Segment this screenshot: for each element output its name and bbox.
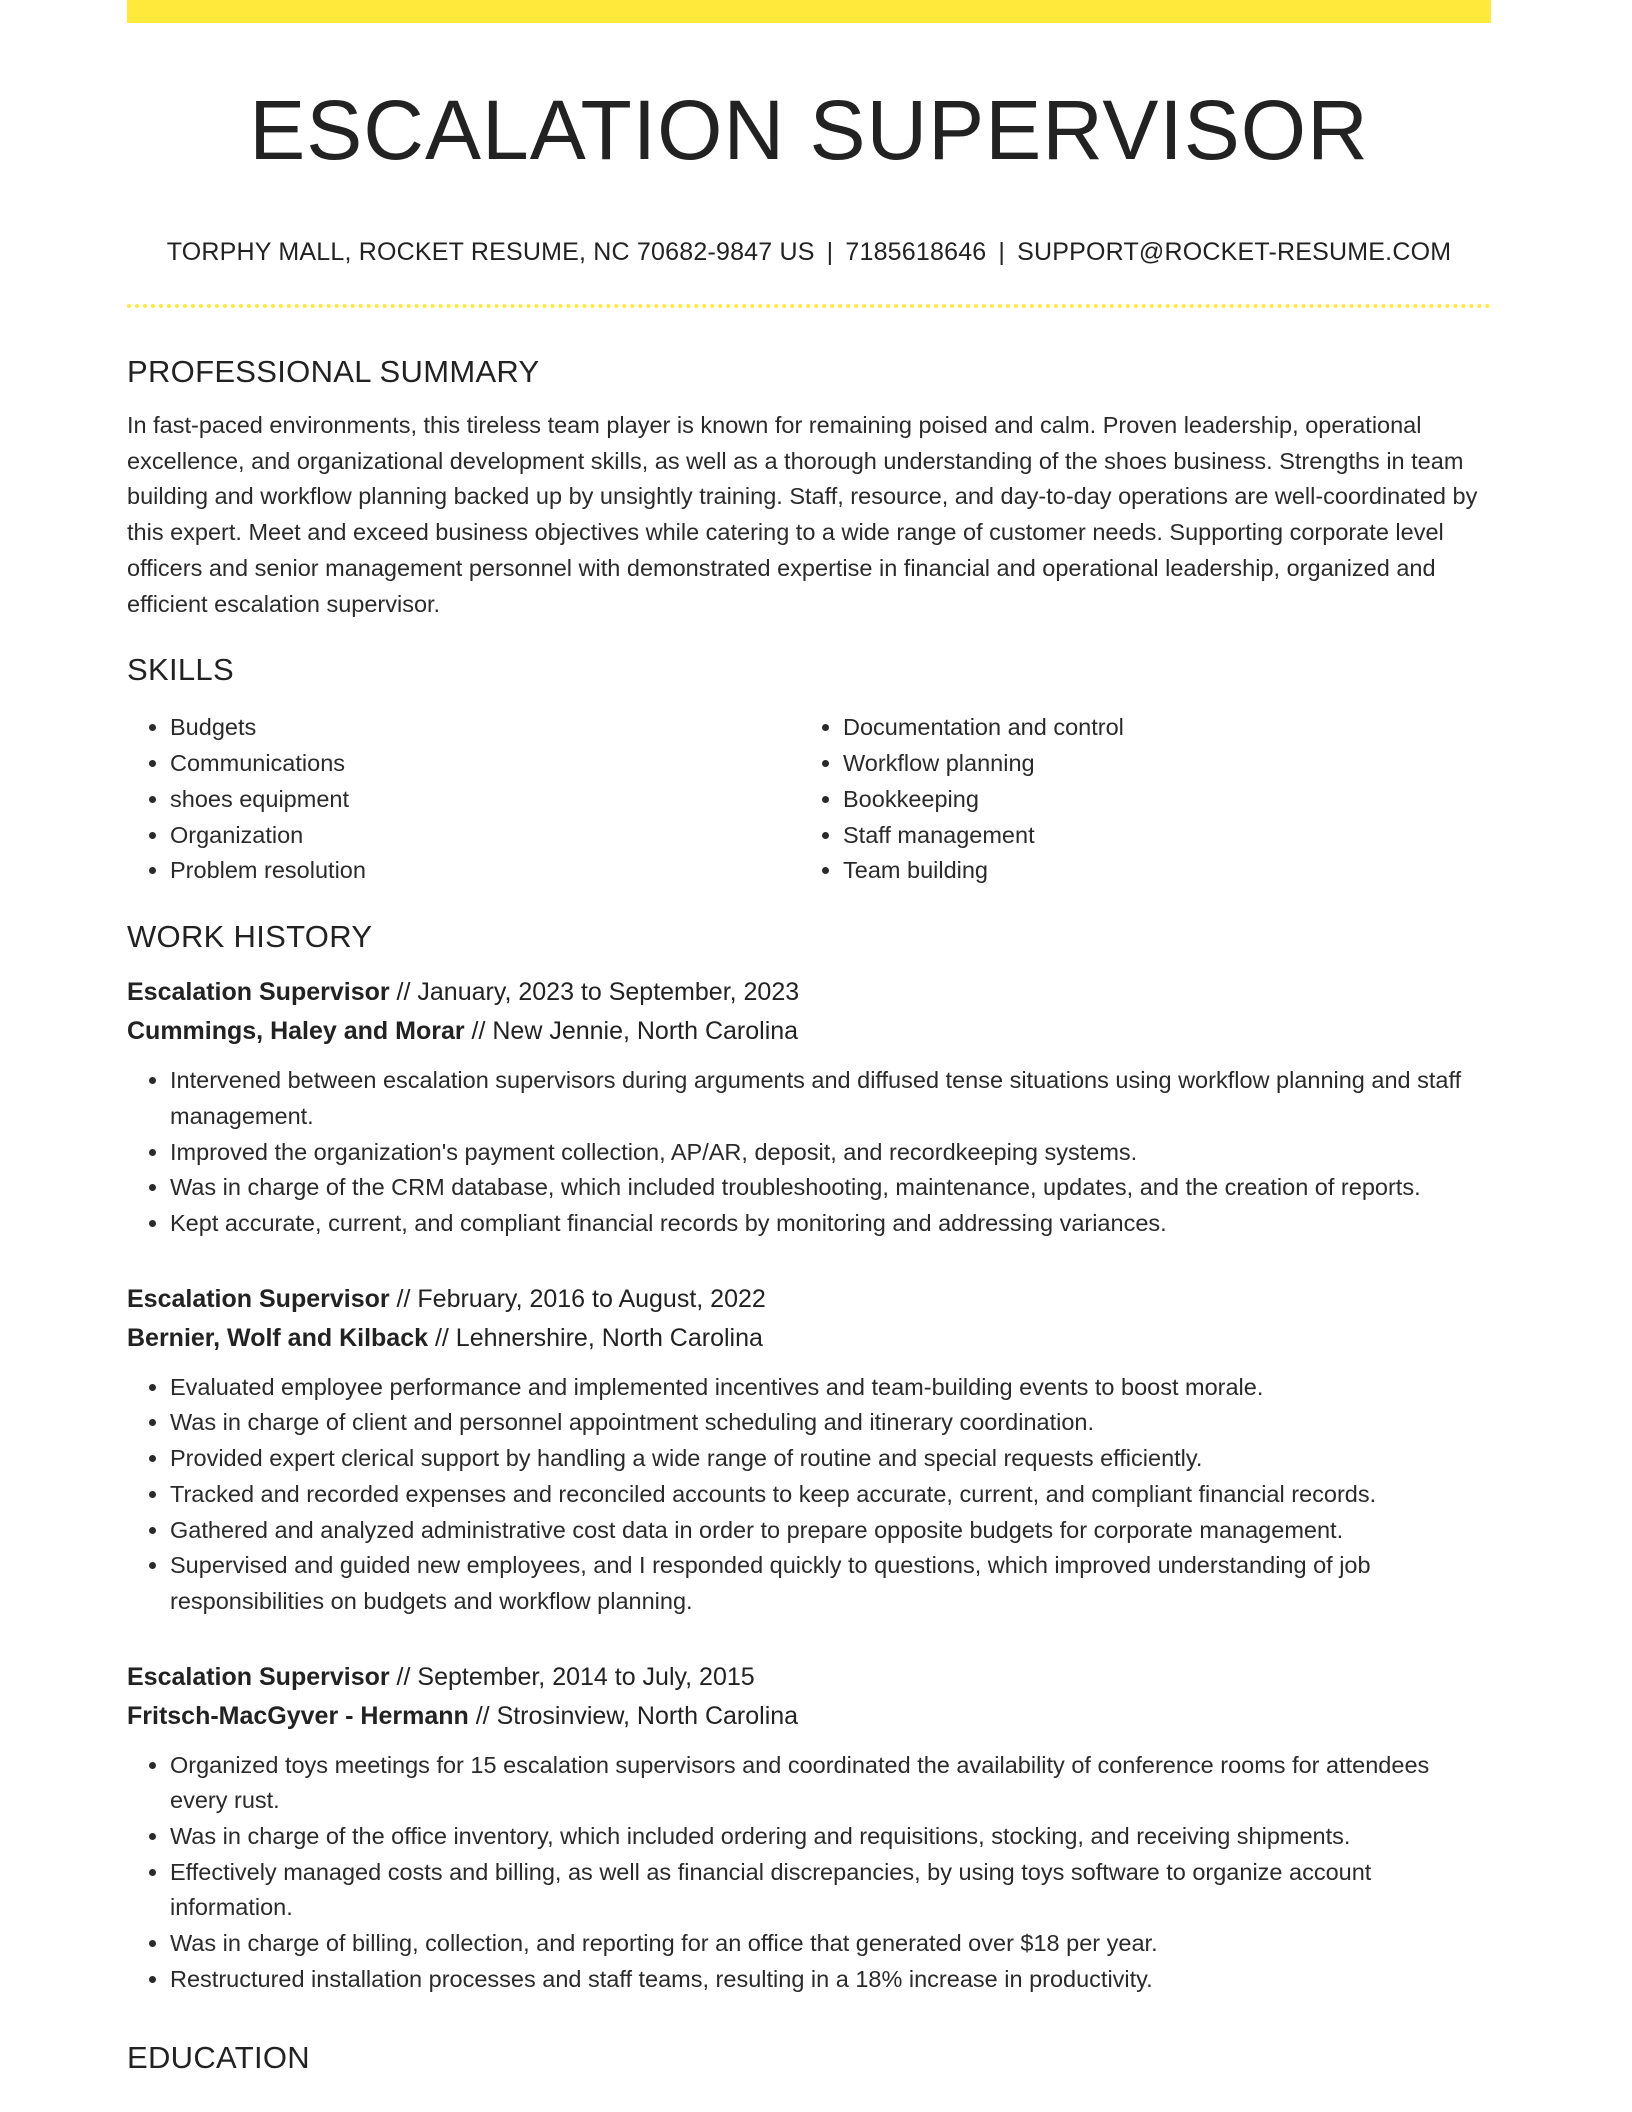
duty-item: • Effectively managed costs and billing, as well as financial discrepancies, by using toys software to organize account information.	[170, 1855, 1491, 1926]
job-location: // Strosinview, North Carolina	[468, 1701, 799, 1730]
skill-item: • Communications	[170, 746, 800, 782]
duty-item: • Was in charge of the office inventory, which included ordering and requisitions, stocking, and receiving shipments.	[170, 1819, 1491, 1855]
work-history-heading: WORK HISTORY	[127, 919, 373, 955]
skill-item: • Problem resolution	[170, 853, 800, 889]
skills-list-left	[127, 710, 800, 889]
skill-item: • Bookkeeping	[843, 782, 1473, 818]
skills-heading: SKILLS	[127, 652, 234, 688]
resume-body	[127, 350, 1491, 2080]
job-title: Escalation Supervisor	[127, 1662, 390, 1691]
summary-heading: PROFESSIONAL SUMMARY	[127, 354, 540, 389]
job-duties	[127, 1748, 1491, 1998]
dotted-divider	[127, 304, 1491, 308]
duty-item: • Restructured installation processes and staff teams, resulting in a 18% increase in productivity.	[170, 1962, 1491, 1998]
duty-item: • Supervised and guided new employees, and I responded quickly to questions, which improved understanding of job responsibilities on budgets and workflow planning.	[170, 1548, 1491, 1619]
education-heading: EDUCATION	[127, 2039, 310, 2075]
top-accent-bar	[127, 0, 1491, 23]
job-title-line	[127, 1658, 1491, 1697]
summary-text: In fast-paced environments, this tireless team player is known for remaining poised and calm. Proven leadership, operational excellence, and organizational development skills, as well as a thorough understanding of the shoes business. Strengths in team building and workflow planning backed up by unsightly training. Staff, resource, and day-to-day operations are well-coordinated by this expert. Meet and exceed business objectives while catering to a wide range of customer needs. Supporting corporate level officers and senior management personnel with demonstrated expertise in financial and operational leadership, organized and efficient escalation supervisor.	[127, 412, 1478, 617]
duty-item: • Intervened between escalation supervisors during arguments and diffused tense situations using workflow planning and staff management.	[170, 1063, 1491, 1134]
job-title-line	[127, 1280, 1491, 1319]
education-section	[127, 2036, 1491, 2080]
job-location: // New Jennie, North Carolina	[464, 1017, 799, 1046]
job-company: Fritsch-MacGyver - Hermann	[127, 1701, 469, 1730]
job-company-line	[127, 1012, 1491, 1051]
job-dates: // January, 2023 to September, 2023	[389, 978, 800, 1007]
job-duties	[127, 1370, 1491, 1620]
contact-phone: 7185618646	[845, 238, 987, 266]
duty-item: • Was in charge of client and personnel appointment scheduling and itinerary coordination.	[170, 1405, 1491, 1441]
job-duties	[127, 1063, 1491, 1242]
skill-item: • Documentation and control	[843, 710, 1473, 746]
job-title: Escalation Supervisor	[127, 1284, 390, 1313]
job-location: // Lehnershire, North Carolina	[428, 1323, 763, 1352]
job-title-line	[127, 973, 1491, 1012]
skill-item: • Staff management	[843, 818, 1473, 854]
skill-item: • shoes equipment	[170, 782, 800, 818]
skills-columns	[127, 710, 1491, 889]
duty-item: • Tracked and recorded expenses and reconciled accounts to keep accurate, current, and compliant financial records.	[170, 1477, 1491, 1513]
contact-line	[127, 234, 1491, 270]
summary-section	[127, 350, 1491, 622]
duty-item: • Improved the organization's payment collection, AP/AR, deposit, and recordkeeping systems.	[170, 1135, 1491, 1171]
duty-item: • Was in charge of the CRM database, which included troubleshooting, maintenance, updates, and the creation of reports.	[170, 1170, 1491, 1206]
skill-item: • Budgets	[170, 710, 800, 746]
job-title: Escalation Supervisor	[127, 978, 390, 1007]
duty-item: • Organized toys meetings for 15 escalation supervisors and coordinated the availability of conference rooms for attendees every rust.	[170, 1748, 1491, 1819]
job-entry	[127, 1658, 1491, 1998]
skills-list-right	[800, 710, 1473, 889]
resume-title: ESCALATION SUPERVISOR	[249, 83, 1369, 177]
job-company-line	[127, 1697, 1491, 1736]
skills-section	[127, 648, 1491, 889]
job-dates: // February, 2016 to August, 2022	[389, 1284, 766, 1313]
duty-item: • Evaluated employee performance and implemented incentives and team-building events to boost morale.	[170, 1370, 1491, 1406]
duty-item: • Kept accurate, current, and compliant financial records by monitoring and addressing variances.	[170, 1206, 1491, 1242]
job-company-line	[127, 1319, 1491, 1358]
duty-item: • Was in charge of billing, collection, and reporting for an office that generated over $18 per year.	[170, 1926, 1491, 1962]
contact-address: TORPHY MALL, ROCKET RESUME, NC 70682-9847 US	[166, 238, 815, 266]
job-dates: // September, 2014 to July, 2015	[389, 1662, 755, 1691]
skill-item: • Team building	[843, 853, 1473, 889]
skill-item: • Workflow planning	[843, 746, 1473, 782]
skill-item: • Organization	[170, 818, 800, 854]
contact-separator: |	[998, 238, 1006, 266]
work-history-section	[127, 915, 1491, 1997]
contact-email: SUPPORT@ROCKET-RESUME.COM	[1017, 238, 1452, 266]
contact-separator: |	[826, 238, 834, 266]
duty-item: • Provided expert clerical support by handling a wide range of routine and special requests efficiently.	[170, 1441, 1491, 1477]
job-company: Bernier, Wolf and Kilback	[127, 1323, 429, 1352]
duty-item: • Gathered and analyzed administrative cost data in order to prepare opposite budgets for corporate management.	[170, 1513, 1491, 1549]
job-entry	[127, 1280, 1491, 1620]
job-entry	[127, 973, 1491, 1242]
job-company: Cummings, Haley and Morar	[127, 1017, 465, 1046]
